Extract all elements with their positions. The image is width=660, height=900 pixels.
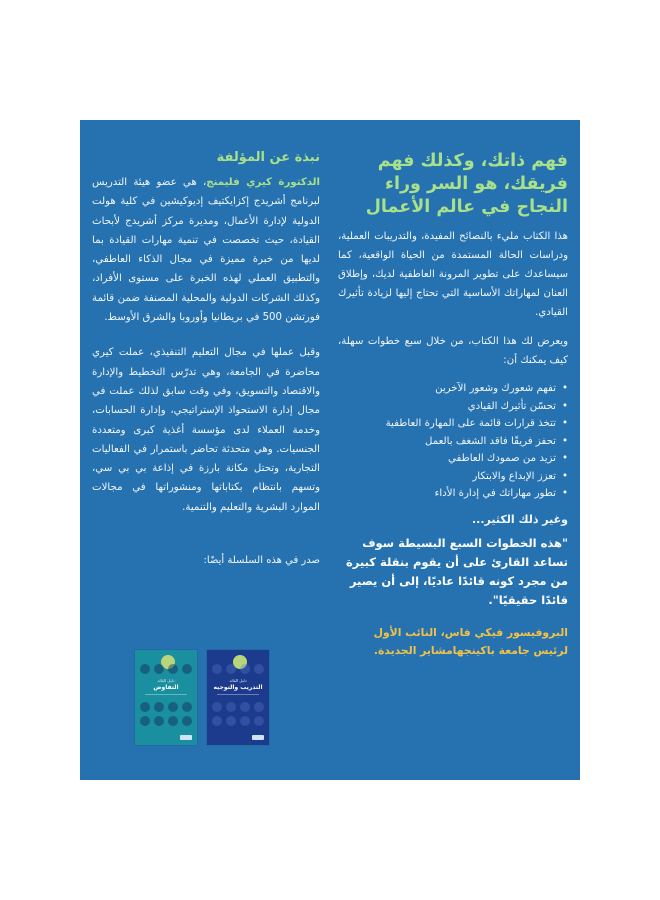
- bio-paragraph-2: وقبل عملها في مجال التعليم التنفيذي، عملت كيري محاضرة في الجامعة، وهي تدرّس التخطيط والإدارة والاقتصاد والتسويق، وفي وقت سابق لذلك عملت في مجال إدارة الاستحواذ الإستراتيجي، وإدارة الحسابات، وخدمة العملاء لدى مؤسسة أغذية كبرى ومتعددة الجنسيات. وهي متحدثة تحاضر باستمرار في الفعاليات التجارية، وتحتل مكانة بارزة في إذاعة بي بي سي، وتسهم بانتظام بكتاباتها ومنشوراتها في مجالات الموارد البشرية والتعليم والتنمية.: [92, 347, 320, 513]
- intro-paragraph: هذا الكتاب مليء بالنصائح المفيدة، والتدريبات العملية، ودراسات الحالة المستمدة من الحياة الواقعية، كما سيساعدك على تطوير المرونة العاطفية لديك، وإطلاق العنان لمهاراتك الأساسية التي تحتاج إليها لزيادة تأثيرك القيادي.: [338, 231, 568, 318]
- pattern-row: [140, 664, 192, 674]
- list-item: • تحسّن تأثيرك القيادي: [338, 398, 568, 416]
- pattern-row: [212, 716, 264, 726]
- divider: [145, 694, 187, 695]
- book-title: التفاوض: [153, 684, 179, 691]
- about-author-title: نبذة عن المؤلفة: [216, 150, 320, 165]
- bio-paragraph-1-text: ، هي عضو هيئة التدريس لبرنامج أشريدج إكزايكتيف إديوكيشين في كلية هولت الدولية لإدارة الأعمال، ومديرة مركز أشريدج لأبحاث القيادة، حيث تخصصت في تنمية مهارات القيادة بما لديها من خبرة مميزة في مجال الذكاء العاطفي، والتطبيق العملي لهذه الخبرة على مستوى الأفراد، وكذلك الشركات الدولية والمحلية المصنفة ضمن قائمة فورتشن 500 في بريطانيا وأوروبا والشرق الأوسط.: [92, 177, 320, 324]
- publisher-logo-icon: [252, 735, 264, 740]
- left-column: [92, 150, 320, 578]
- publisher-logo-icon: [180, 735, 192, 740]
- attribution-line-2: لرئيس جامعة باكينجهامشاير الجديدة.: [373, 643, 568, 657]
- steps-intro: ويعرض لك هذا الكتاب، من خلال سبع خطوات سهلة، كيف يمكنك أن:: [338, 336, 568, 366]
- book-thumbnail-negotiation: [135, 650, 197, 745]
- list-item: • تحفز فريقًا فاقد الشغف بالعمل: [338, 433, 568, 451]
- benefits-list: [338, 380, 568, 503]
- book-back-cover: [80, 120, 580, 780]
- quote-attribution: [338, 624, 568, 660]
- list-item: • تتخذ قرارات قائمة على المهارة العاطفية: [338, 415, 568, 433]
- author-name: الدكتورة كيري فليمنج: [206, 177, 320, 188]
- pattern-row: [212, 702, 264, 712]
- list-item: • تعزز الإبداع والابتكار: [338, 468, 568, 486]
- list-item: • تزيد من صمودك العاطفي: [338, 450, 568, 468]
- series-label: صدر في هذه السلسلة أيضًا:: [203, 555, 320, 567]
- and-more-text: وغير ذلك الكثير...: [471, 512, 568, 526]
- pattern-row: [140, 702, 192, 712]
- list-item: • تطور مهاراتك في إدارة الأداء: [338, 485, 568, 503]
- headline: فهم ذاتك، وكذلك فهم فريقك، هو السر وراء النجاح في عالم الأعمال: [365, 151, 568, 217]
- book-series-name: دليل القائد: [157, 678, 175, 683]
- divider: [217, 694, 259, 695]
- pattern-row: [140, 716, 192, 726]
- attribution-line-1: البروفيسور فيكي فاس، النائب الأول: [373, 625, 568, 639]
- bio-paragraph-1: [92, 173, 320, 327]
- book-title: التدريب والتوجيه: [213, 684, 263, 691]
- list-item: • تفهم شعورك وشعور الآخرين: [338, 380, 568, 398]
- book-series-name: دليل القائد: [229, 678, 247, 683]
- right-column: [338, 150, 568, 660]
- series-books: [135, 650, 285, 760]
- book-thumbnail-coaching: [207, 650, 269, 745]
- pattern-row: [212, 664, 264, 674]
- endorsement-quote: "هذه الخطوات السبع البسيطة سوف تساعد القارئ على أن يقوم بنقلة كبيرة من مجرد كونه قائدًا عاديًا، إلى أن يصير قائدًا حقيقيًا".: [345, 535, 568, 607]
